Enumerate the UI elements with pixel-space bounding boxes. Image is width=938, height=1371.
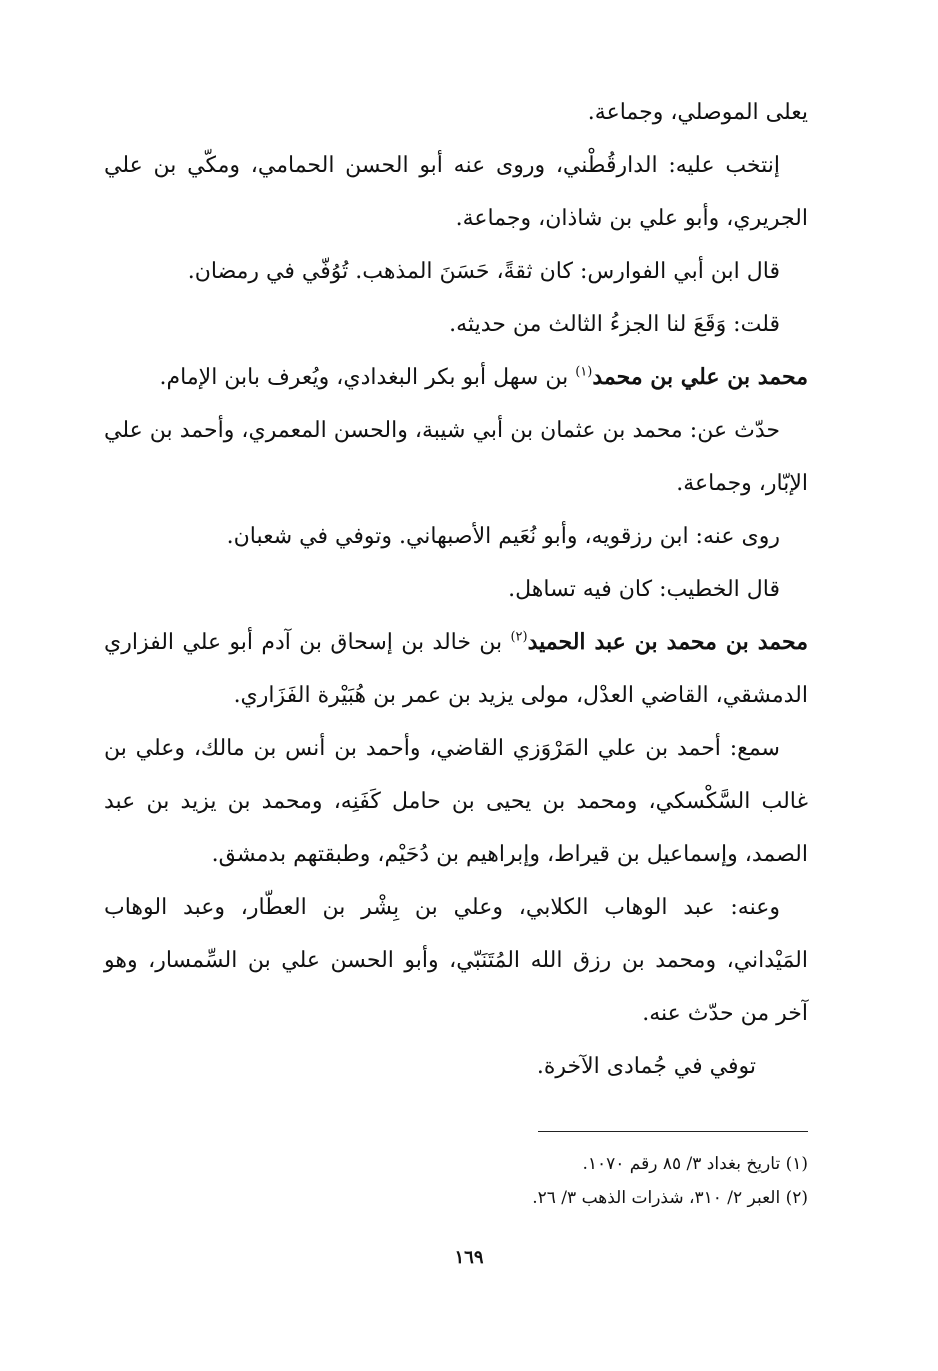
footnote-marker: (٢) (510, 629, 528, 645)
paragraph-intikhab: إنتخب عليه: الدارقُطْني، وروى عنه أبو الحسن الحمامي، ومكّي بن علي الجريري، وأبو علي بن شاذان، وجماعة. (104, 153, 808, 231)
paragraph-haddatha: حدّث عن: محمد بن عثمان بن أبي شيبة، والحسن المعمري، وأحمد بن علي الإبّار، وجماعة. (104, 418, 808, 496)
paragraph-continuation: يعلى الموصلي، وجماعة. (587, 100, 808, 125)
paragraph-ibn-abi-fawaris: قال ابن أبي الفوارس: كان ثقةً، حَسَنَ المذهب. تُوُفّي في رمضان. (187, 259, 780, 284)
footnote-2: (٢) العبر ٢/ ٣١٠، شذرات الذهب ٣/ ٢٦. (532, 1188, 808, 1208)
paragraph-al-khatib: قال الخطيب: كان فيه تساهل. (508, 577, 780, 602)
paragraph-qultu: قلت: وَقَعَ لنا الجزءُ الثالث من حديثه. (449, 312, 780, 337)
footnote-1: (١) تاريخ بغداد ٣/ ٨٥ رقم ١٠٧٠. (582, 1154, 808, 1174)
main-text (104, 86, 808, 1093)
page-number: ١٦٩ (454, 1247, 484, 1268)
paragraph-wa-anhu: وعنه: عبد الوهاب الكلابي، وعلي بن بِشْر بن العطّار، وعبد الوهاب المَيْداني، ومحمد بن رزق الله المُتَنَبّي، وأبو الحسن علي بن السِّمسار، وهو آخر من حدّث عنه. (104, 895, 808, 1026)
footnotes (104, 1147, 808, 1215)
entry-description: بن سهل أبو بكر البغدادي، ويُعرف بابن الإمام. (159, 365, 576, 390)
paragraph-samia: سمع: أحمد بن علي المَرْوَزي القاضي، وأحمد بن أنس بن مالك، وعلي بن غالب السَّكْسكي، ومحمد بن يحيى بن حامل كَفَنِه، ومحمد بن يزيد بن عبد الصمد، وإسماعيل بن قيراط، وإبراهيم بن دُحَيْم، وطبقتهم بدمشق. (104, 736, 808, 867)
entry-name: محمد بن محمد بن عبد الحميد (527, 629, 808, 655)
footnote-divider (538, 1131, 808, 1132)
entry-description: بن خالد بن إسحاق بن آدم أبو علي الفزاري الدمشقي، القاضي العدْل، مولى يزيد بن عمر بن هُبَيْرة الفَزَاري. (104, 630, 808, 708)
paragraph-tuwuffi: توفي في جُمادى الآخرة. (536, 1054, 756, 1079)
entry-name: محمد بن علي بن محمد (592, 364, 808, 390)
biography-entry-ibn-al-imam (104, 351, 808, 404)
paragraph-rawa-anhu: روى عنه: ابن رزقويه، وأبو نُعَيم الأصبهاني. وتوفي في شعبان. (226, 524, 780, 549)
biography-entry-al-fazari (104, 616, 808, 722)
footnote-marker: (١) (575, 364, 593, 380)
